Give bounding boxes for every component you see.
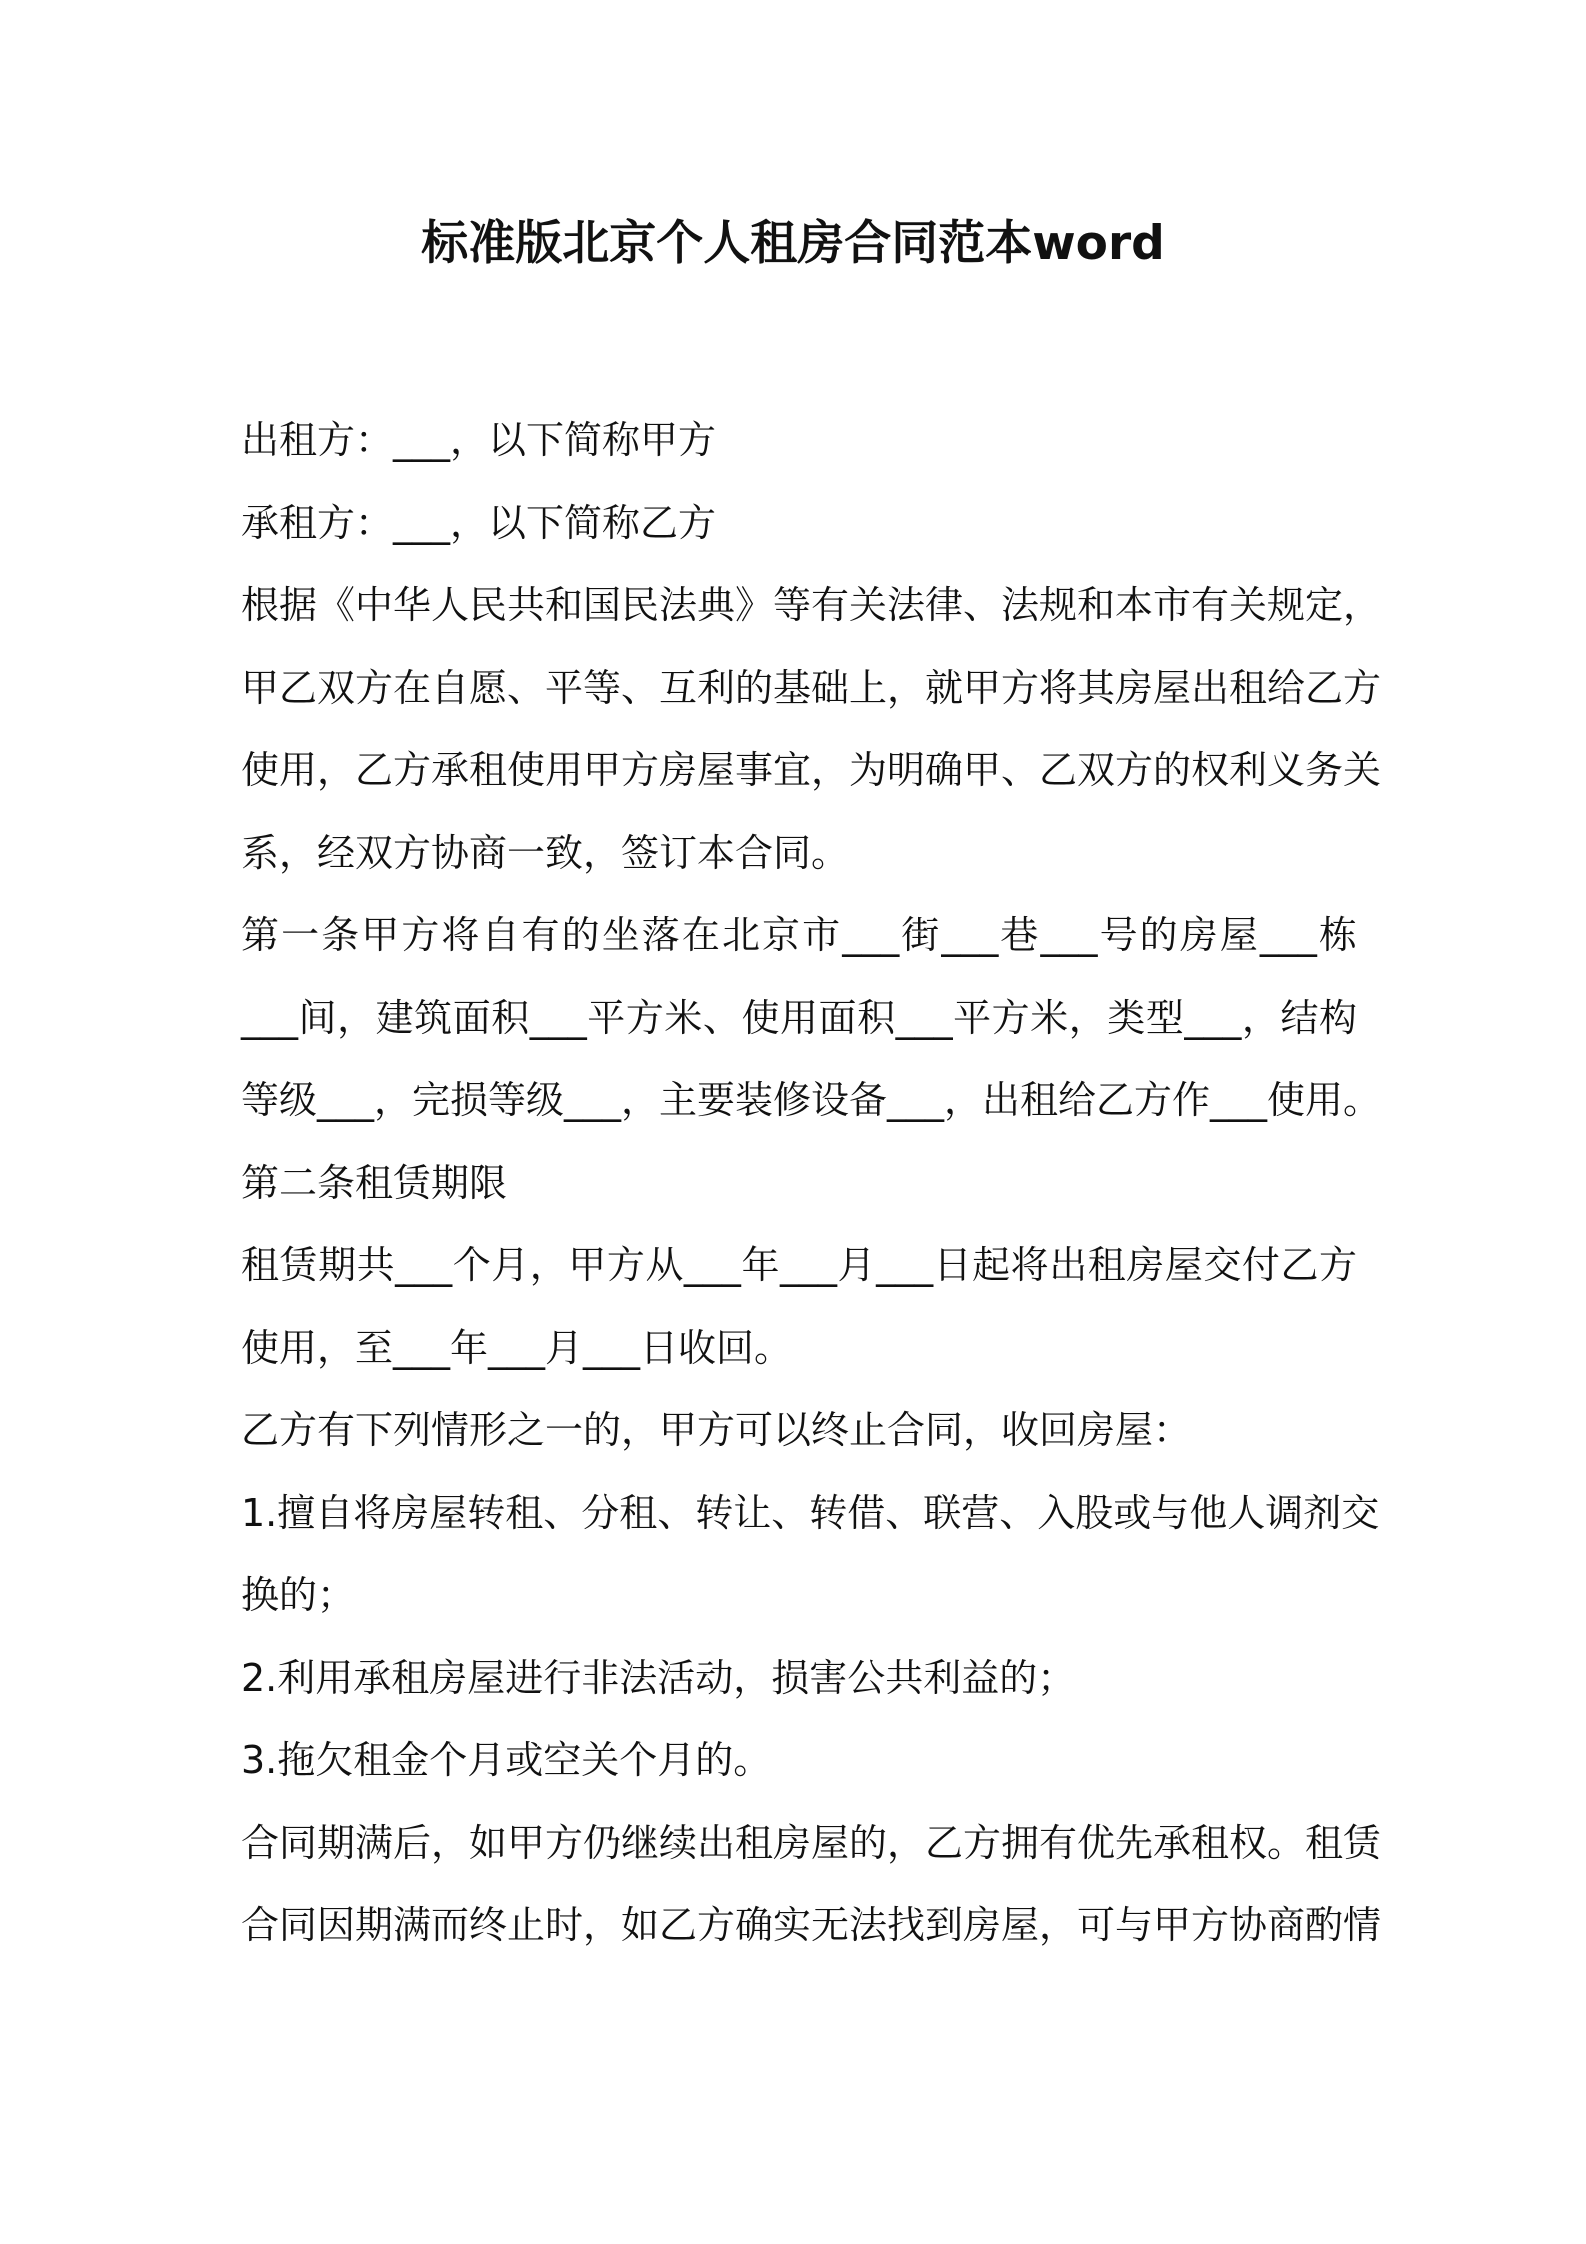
- preamble-line: 甲乙双方在自愿、平等、互利的基础上，就甲方将其房屋出租给乙方: [241, 665, 1382, 710]
- renewal-line: 合同期满后，如甲方仍继续出租房屋的，乙方拥有优先承租权。租赁: [241, 1820, 1382, 1865]
- preamble-line: 系，经双方协商一致，签订本合同。: [241, 830, 850, 875]
- document-title: 标准版北京个人租房合同范本word: [421, 216, 1165, 271]
- preamble-line: 根据《中华人民共和国民法典》等有关法律、法规和本市有关规定，: [241, 583, 1382, 627]
- preamble-line: 使用，乙方承租使用甲方房屋事宜，为明确甲、乙双方的权利义务关: [241, 748, 1382, 792]
- termination-intro-line: 乙方有下列情形之一的，甲方可以终止合同，收回房屋：: [241, 1408, 1192, 1452]
- termination-item-3: 3.拖欠租金个月或空关个月的。: [241, 1738, 772, 1782]
- article-1-line: 第一条甲方将自有的坐落在北京市___街___巷___号的房屋___栋: [241, 913, 1357, 957]
- article-2-heading: 第二条租赁期限: [241, 1160, 508, 1205]
- termination-item-1: 换的；: [241, 1573, 356, 1617]
- termination-item-1: 1.擅自将房屋转租、分租、转让、转借、联营、入股或与他人调剂交: [241, 1490, 1380, 1535]
- renewal-line: 合同因期满而终止时，如乙方确实无法找到房屋，可与甲方协商酌情: [241, 1903, 1382, 1947]
- lessee-line: 承租方：___，以下简称乙方: [241, 500, 717, 545]
- article-1-line: ___间，建筑面积___平方米、使用面积___平方米，类型___，结构: [241, 995, 1357, 1040]
- lease-term-line: 使用，至___年___月___日收回。: [241, 1325, 793, 1370]
- termination-item-2: 2.利用承租房屋进行非法活动，损害公共利益的；: [241, 1655, 1076, 1700]
- article-1-line: 等级___，完损等级___，主要装修设备___，出租给乙方作___使用。: [241, 1078, 1382, 1122]
- document-body: [241, 407, 1382, 1975]
- lease-term-line: 租赁期共___个月，甲方从___年___月___日起将出租房屋交付乙方: [241, 1243, 1357, 1287]
- lessor-line: 出租方：___，以下简称甲方: [241, 418, 717, 462]
